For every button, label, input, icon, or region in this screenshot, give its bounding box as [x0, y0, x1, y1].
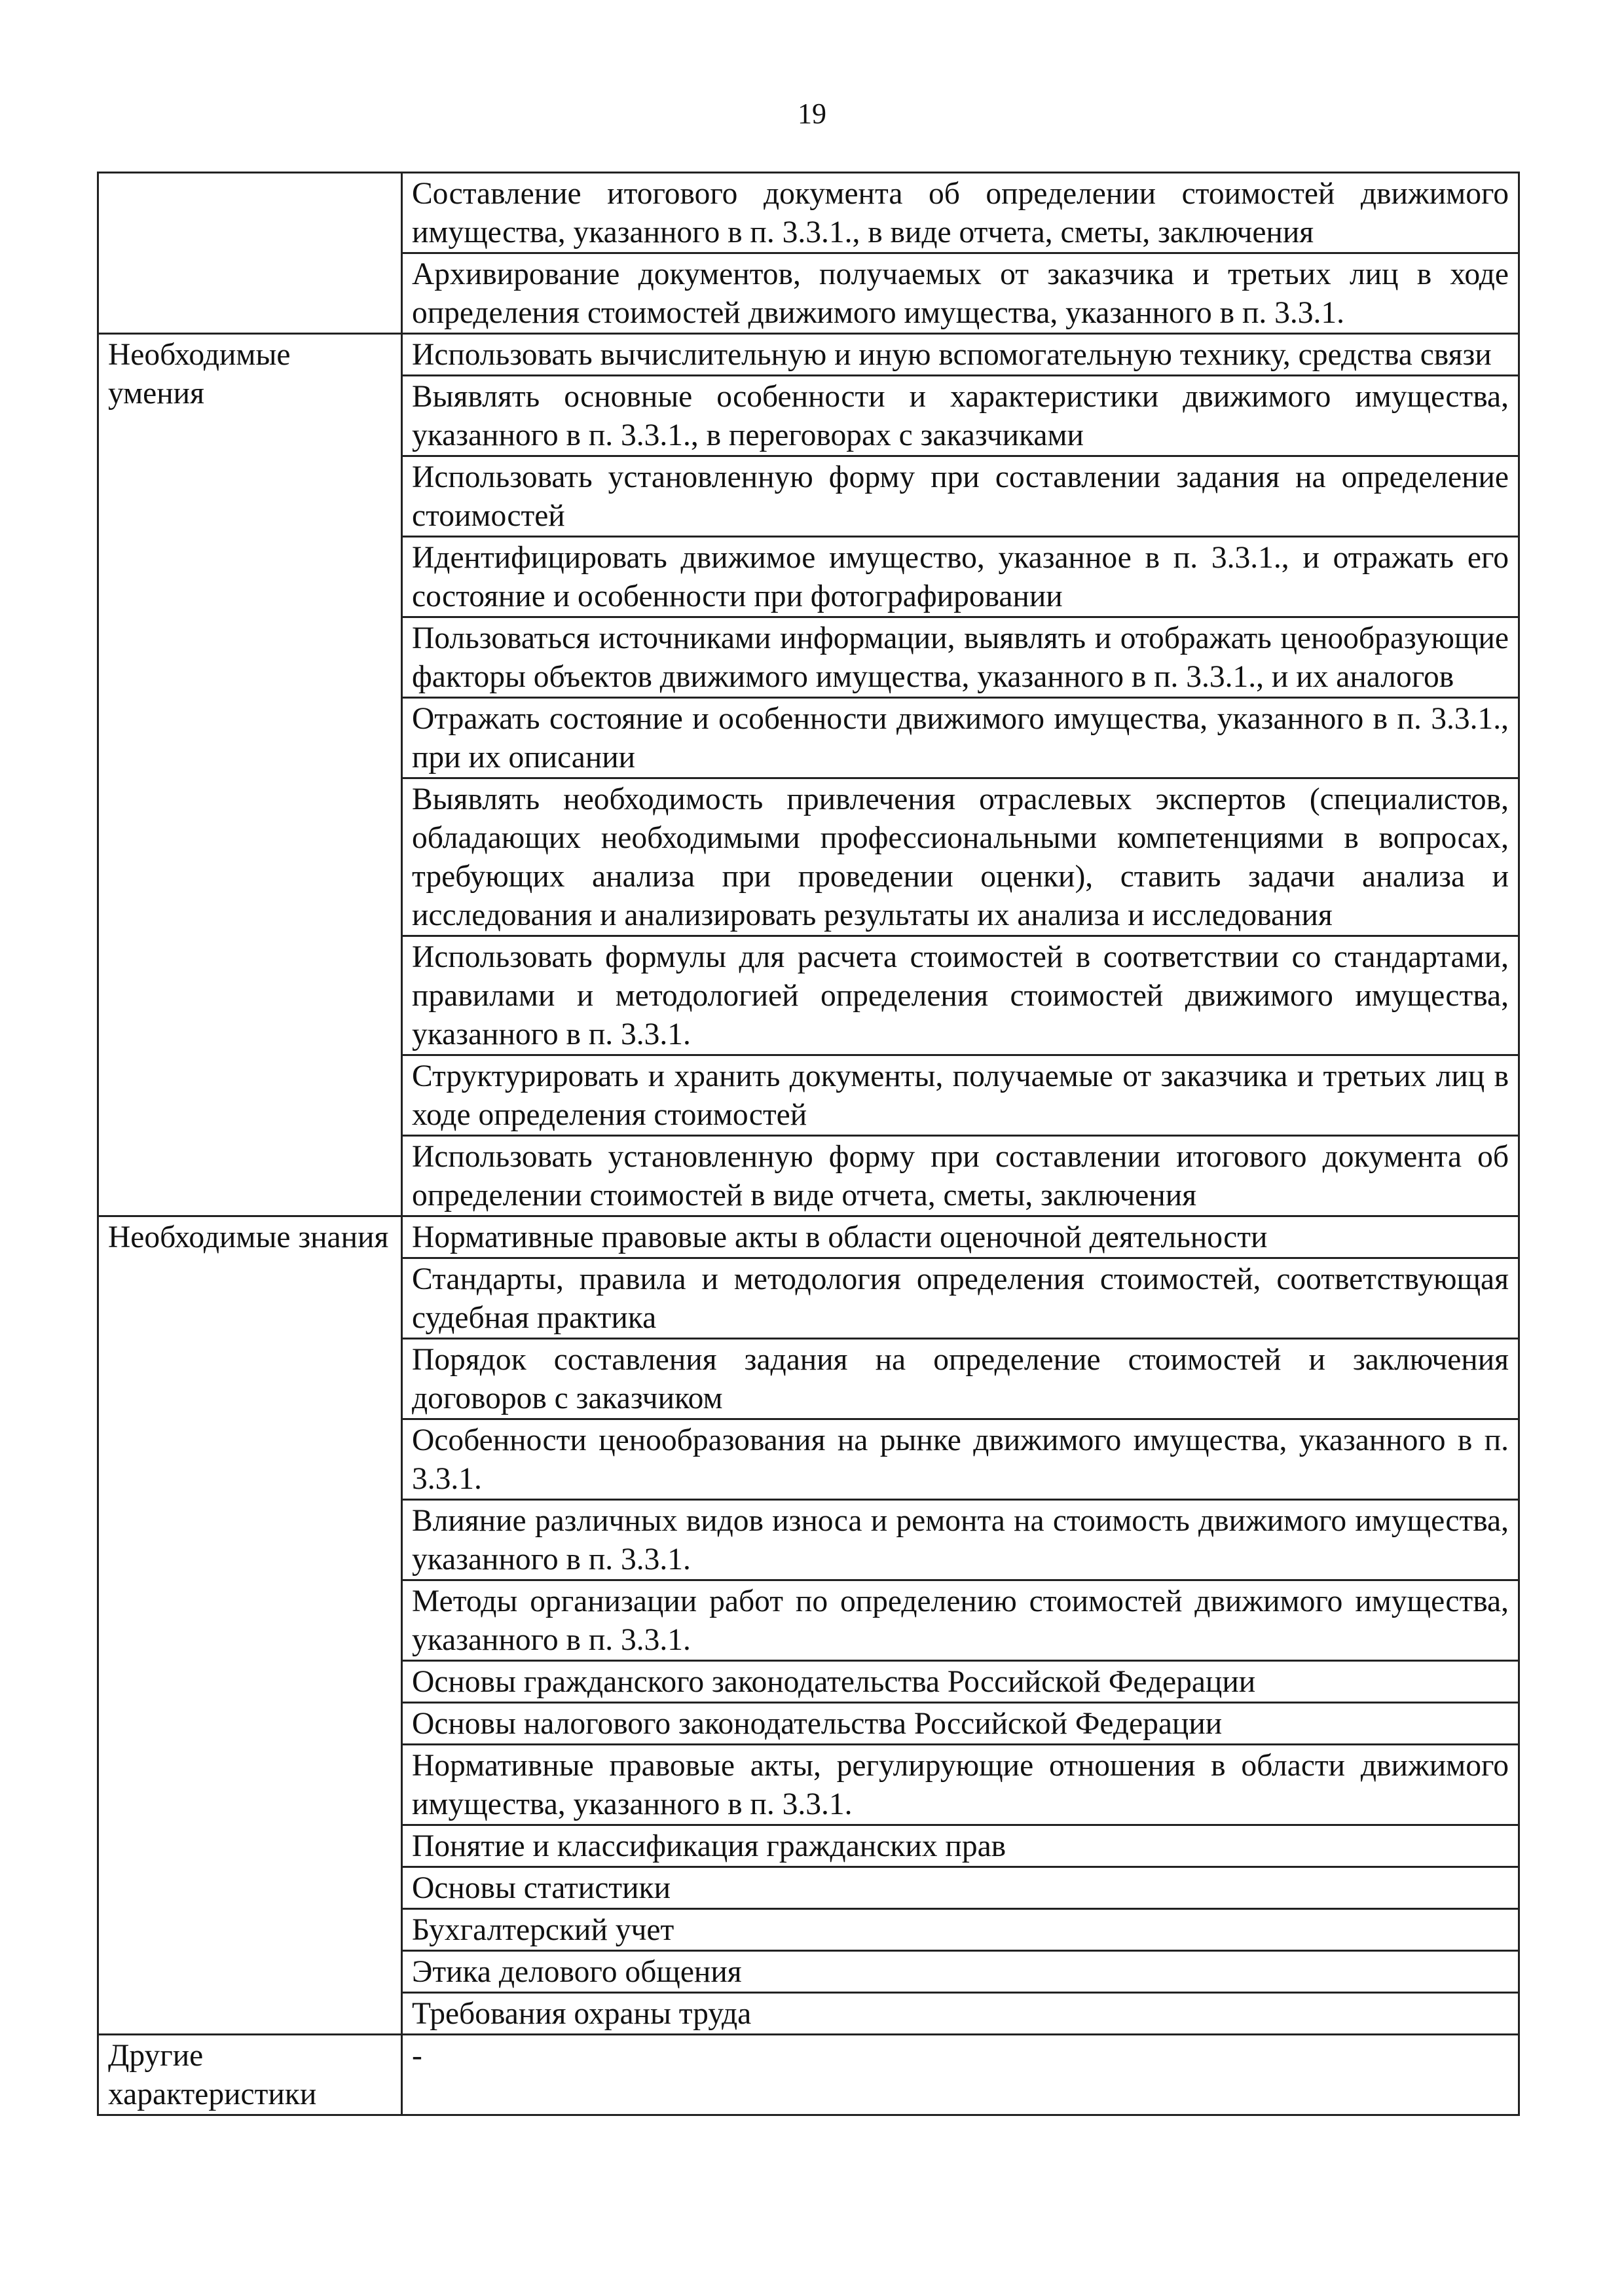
skills-item: Структурировать и хранить документы, получаемые от заказчика и третьих лиц в ходе определения стоимостей: [402, 1055, 1519, 1136]
knowledge-item: Понятие и классификация гражданских прав: [402, 1825, 1519, 1867]
other-value: -: [402, 2035, 1519, 2115]
skills-item: Пользоваться источниками информации, выявлять и отображать ценообразующие факторы объектов движимого имущества, указанного в п. 3.3.1., и их аналогов: [402, 617, 1519, 698]
knowledge-item: Нормативные правовые акты, регулирующие отношения в области движимого имущества, указанного в п. 3.3.1.: [402, 1745, 1519, 1825]
continued-item: Архивирование документов, получаемых от заказчика и третьих лиц в ходе определения стоимостей движимого имущества, указанного в п. 3.3.1.: [402, 253, 1519, 334]
continued-label-cell: [98, 173, 402, 334]
knowledge-item: Порядок составления задания на определение стоимостей и заключения договоров с заказчиком: [402, 1339, 1519, 1419]
knowledge-item: Бухгалтерский учет: [402, 1909, 1519, 1951]
continued-row: [98, 173, 1519, 253]
skills-item: Идентифицировать движимое имущество, указанное в п. 3.3.1., и отражать его состояние и особенности при фотографировании: [402, 537, 1519, 617]
continued-item: Составление итогового документа об определении стоимостей движимого имущества, указанного в п. 3.3.1., в виде отчета, сметы, заключения: [402, 173, 1519, 253]
knowledge-item: Методы организации работ по определению стоимостей движимого имущества, указанного в п. 3.3.1.: [402, 1580, 1519, 1661]
skills-item: Использовать вычислительную и иную вспомогательную технику, средства связи: [402, 334, 1519, 376]
other-row: [98, 2035, 1519, 2115]
knowledge-item: Влияние различных видов износа и ремонта на стоимость движимого имущества, указанного в п. 3.3.1.: [402, 1500, 1519, 1580]
knowledge-item: Нормативные правовые акты в области оценочной деятельности: [402, 1216, 1519, 1258]
knowledge-item: Требования охраны труда: [402, 1993, 1519, 2035]
skills-row: [98, 334, 1519, 376]
knowledge-label: Необходимые знания: [98, 1216, 402, 2035]
knowledge-item: Этика делового общения: [402, 1951, 1519, 1993]
skills-item: Выявлять необходимость привлечения отраслевых экспертов (специалистов, обладающих необходимыми профессиональными компетенциями в вопросах, требующих анализа при проведении оценки), ставить задачи анализа и исследования и анализировать результаты их анализа и исследования: [402, 778, 1519, 936]
skills-item: Выявлять основные особенности и характеристики движимого имущества, указанного в п. 3.3.1., в переговорах с заказчиками: [402, 376, 1519, 456]
skills-item: Использовать установленную форму при составлении задания на определение стоимостей: [402, 456, 1519, 537]
knowledge-item: Стандарты, правила и методология определения стоимостей, соответствующая судебная практика: [402, 1258, 1519, 1339]
knowledge-item: Основы налогового законодательства Российской Федерации: [402, 1703, 1519, 1745]
knowledge-item: Основы гражданского законодательства Российской Федерации: [402, 1661, 1519, 1703]
competency-table: [97, 172, 1520, 2116]
knowledge-row: [98, 1216, 1519, 1258]
page-number: 19: [798, 98, 826, 130]
other-label: Другие характеристики: [98, 2035, 402, 2115]
skills-item: Использовать установленную форму при составлении итогового документа об определении стоимостей в виде отчета, сметы, заключения: [402, 1136, 1519, 1216]
skills-item: Использовать формулы для расчета стоимостей в соответствии со стандартами, правилами и методологией определения стоимостей движимого имущества, указанного в п. 3.3.1.: [402, 936, 1519, 1055]
knowledge-item: Особенности ценообразования на рынке движимого имущества, указанного в п. 3.3.1.: [402, 1419, 1519, 1500]
skills-label: Необходимые умения: [98, 334, 402, 1216]
knowledge-item: Основы статистики: [402, 1867, 1519, 1909]
skills-item: Отражать состояние и особенности движимого имущества, указанного в п. 3.3.1., при их описании: [402, 698, 1519, 778]
